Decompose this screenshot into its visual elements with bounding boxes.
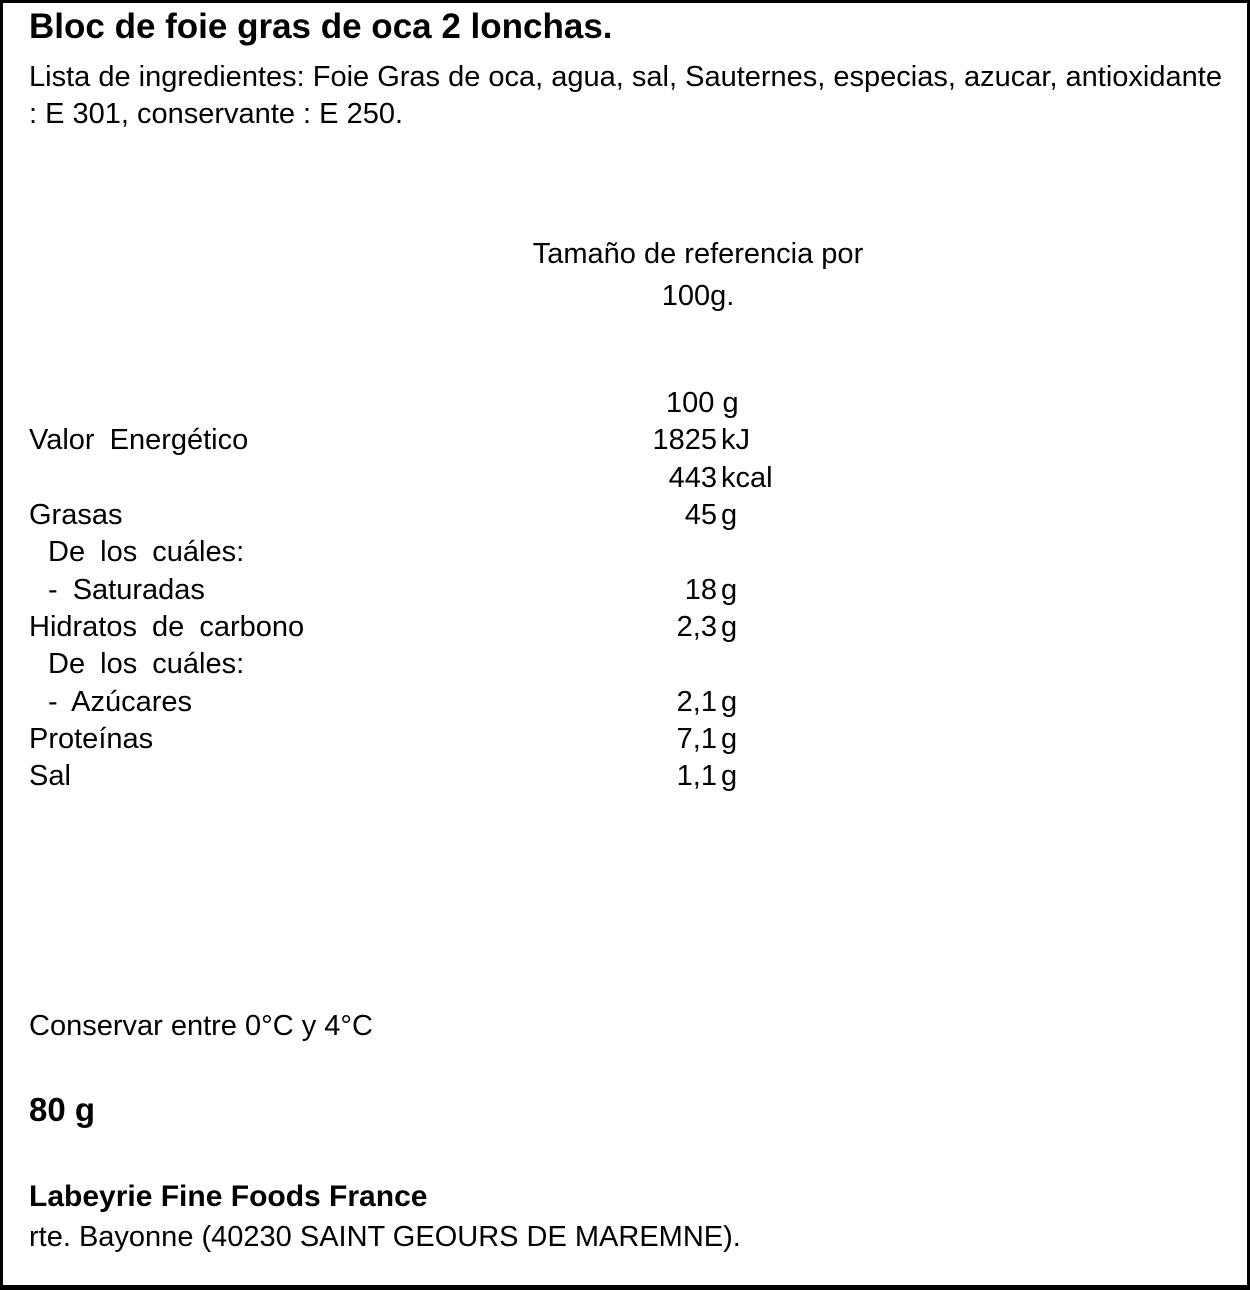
- nutrient-value-carbohydrates: 2,3: [676, 611, 717, 643]
- reference-size-line-2: 100g.: [661, 280, 735, 312]
- nutrient-unit-salt: g: [721, 760, 738, 792]
- nutrient-label-sugars: - Azúcares: [48, 686, 192, 718]
- ingredients-list: Lista de ingredientes: Foie Gras de oca, agua, sal, Sauternes, especias, azucar, antioxidante : E 301, conservante : E 250.: [29, 61, 1222, 130]
- nutrient-value-protein: 7,1: [676, 723, 717, 755]
- nutrient-label-of-which-carbs: De los cuáles:: [48, 648, 245, 680]
- product-title: Bloc de foie gras de oca 2 lonchas.: [29, 7, 613, 46]
- nutrient-unit-energy-kcal: kcal: [721, 462, 773, 494]
- nutrient-label-salt: Sal: [29, 760, 71, 792]
- nutrition-column-header: 100 g: [666, 387, 739, 419]
- nutrient-label-of-which-fat: De los cuáles:: [48, 536, 245, 568]
- nutrient-label-energy: Valor Energético: [29, 424, 249, 456]
- nutrient-unit-carbohydrates: g: [721, 611, 738, 643]
- nutrient-unit-sugars: g: [721, 686, 738, 718]
- nutrient-value-saturates: 18: [684, 574, 717, 606]
- reference-size-line-1: Tamaño de referencia por: [532, 238, 864, 270]
- nutrient-unit-saturates: g: [721, 574, 738, 606]
- nutrient-value-fat: 45: [684, 499, 717, 531]
- nutrient-value-energy-kj: 1825: [652, 424, 717, 456]
- nutrient-value-energy-kcal: 443: [668, 462, 717, 494]
- nutrient-label-fat: Grasas: [29, 499, 123, 531]
- nutrient-unit-energy-kj: kJ: [721, 424, 750, 456]
- nutrient-value-sugars: 2,1: [676, 686, 717, 718]
- nutrient-label-carbohydrates: Hidratos de carbono: [29, 611, 305, 643]
- company-name: Labeyrie Fine Foods France: [29, 1180, 428, 1213]
- company-address: rte. Bayonne (40230 SAINT GEOURS DE MAREMNE).: [29, 1221, 741, 1253]
- nutrient-value-salt: 1,1: [676, 760, 717, 792]
- nutrient-label-protein: Proteínas: [29, 723, 154, 755]
- nutrient-unit-protein: g: [721, 723, 738, 755]
- net-weight: 80 g: [29, 1091, 96, 1128]
- nutrient-unit-fat: g: [721, 499, 738, 531]
- nutrient-label-saturates: - Saturadas: [48, 574, 205, 606]
- storage-instructions: Conservar entre 0°C y 4°C: [29, 1010, 373, 1042]
